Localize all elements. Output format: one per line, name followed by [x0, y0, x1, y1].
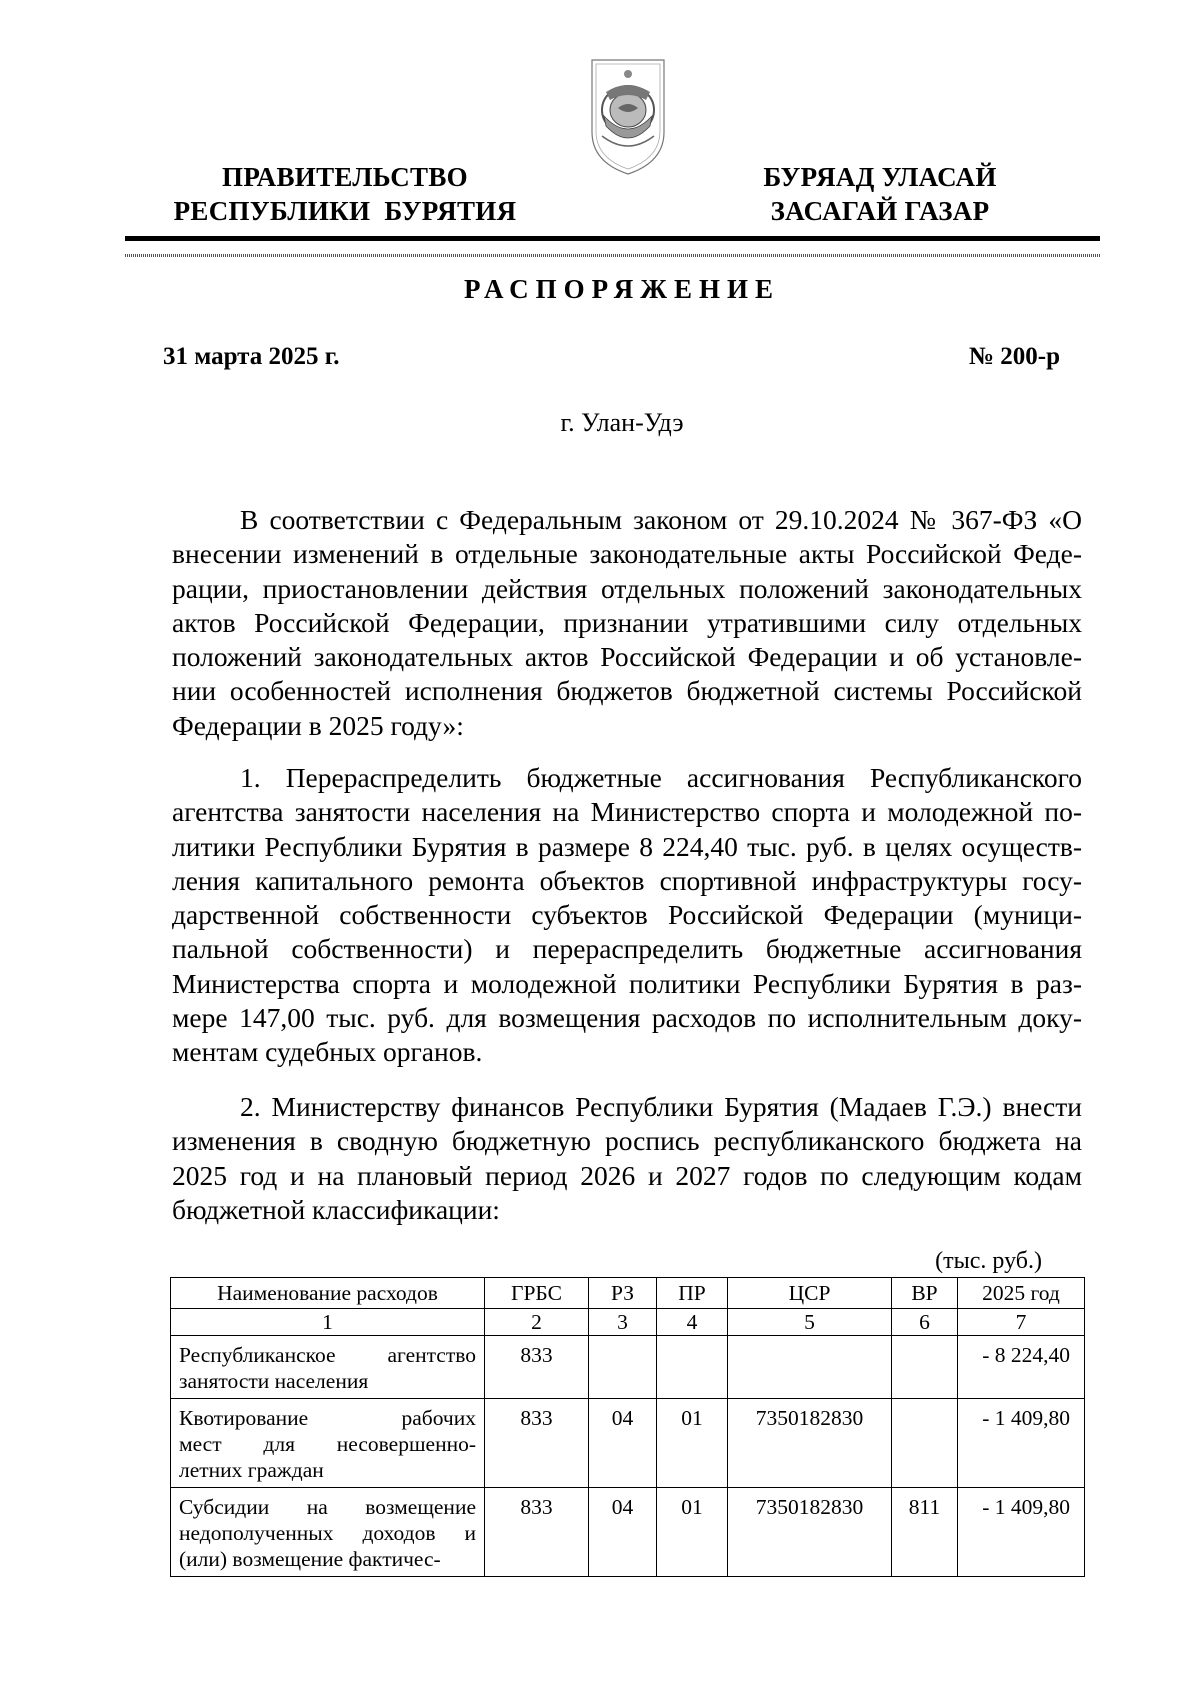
text-line: внесении изменений в отдельные законодательные акты Российской Феде-: [172, 538, 1082, 570]
table-row: [171, 1488, 1085, 1577]
table-header-row: [171, 1278, 1085, 1309]
text-line: ментам судебных органов.: [172, 1036, 483, 1068]
expense-name-cell: [171, 1336, 485, 1399]
government-name-buryat-line-2: ЗАСАГАЙ ГАЗАР: [770, 196, 990, 226]
vr-cell: [892, 1399, 958, 1488]
government-name-russian: [150, 160, 540, 228]
csr-cell: 7350182830: [728, 1399, 892, 1488]
column-number: 2: [485, 1309, 589, 1336]
amount-cell: - 8 224,40: [958, 1336, 1085, 1399]
text-line: (или) возмещение фактичес-: [179, 1547, 441, 1571]
grbs-cell: 833: [485, 1488, 589, 1577]
text-line: 1. Перераспределить бюджетные ассигнования Республиканского: [240, 762, 1082, 793]
pr-cell: 01: [657, 1488, 728, 1577]
text-line: актов Российской Федерации, признании утратившими силу отдельных: [172, 606, 1082, 638]
text-line: бюджетной классификации:: [172, 1193, 500, 1225]
column-number-row: [171, 1309, 1085, 1336]
amount-cell: - 1 409,80: [958, 1488, 1085, 1577]
pr-cell: 01: [657, 1399, 728, 1488]
item-2-paragraph: [172, 1090, 1082, 1227]
amount-cell: - 1 409,80: [958, 1399, 1085, 1488]
text-line: пальной собственности) и перераспределить бюджетные ассигнования: [172, 933, 1082, 965]
column-number: 3: [589, 1309, 657, 1336]
text-line: мест для несовершенно-: [179, 1432, 476, 1456]
document-title: РАСПОРЯЖЕНИЕ: [463, 274, 781, 304]
text-line: Квотирование рабочих: [179, 1406, 476, 1430]
document-number: № 200-р: [968, 343, 1060, 370]
text-line: недополученных доходов и: [179, 1521, 476, 1545]
government-name-buryat: [720, 160, 1040, 228]
intro-paragraph: [172, 503, 1082, 743]
text-line: Субсидии на возмещение: [179, 1495, 476, 1519]
csr-cell: [728, 1336, 892, 1399]
text-line: литики Республики Бурятия в размере 8 224,40 тыс. руб. в целях осуществ-: [172, 830, 1082, 862]
government-name-line-1: ПРАВИТЕЛЬСТВО: [222, 162, 468, 192]
header-divider-thin: [125, 254, 1100, 257]
expense-name-cell: [171, 1399, 485, 1488]
document-city: г. Улан-Удэ: [560, 408, 684, 437]
text-line: изменения в сводную бюджетную роспись республиканского бюджета на: [172, 1125, 1082, 1157]
column-number: 6: [892, 1309, 958, 1336]
text-line: В соответствии с Федеральным законом от 29.10.2024 № 367-ФЗ «О: [240, 504, 1082, 535]
government-name-line-2: РЕСПУБЛИКИ БУРЯТИЯ: [173, 196, 517, 226]
text-line: рации, приостановлении действия отдельных положений законодательных: [172, 572, 1082, 604]
text-line: 2025 год и на плановый период 2026 и 2027 годов по следующим кодам: [172, 1159, 1082, 1191]
column-number: 4: [657, 1309, 728, 1336]
rz-cell: 04: [589, 1488, 657, 1577]
column-number: 5: [728, 1309, 892, 1336]
column-header: ЦСР: [728, 1278, 892, 1309]
text-line: ления капитального ремонта объектов спортивной инфраструктуры госу-: [172, 864, 1082, 896]
expense-name-cell: [171, 1488, 485, 1577]
text-line: Министерства спорта и молодежной политики Республики Бурятия в раз-: [172, 967, 1082, 999]
government-name-buryat-line-1: БУРЯАД УЛАСАЙ: [763, 162, 997, 192]
text-line: дарственной собственности субъектов Российской Федерации (муници-: [172, 899, 1082, 931]
column-header: ВР: [892, 1278, 958, 1309]
table-row: [171, 1399, 1085, 1488]
vr-cell: [892, 1336, 958, 1399]
column-header: РЗ: [589, 1278, 657, 1309]
header-divider-thick: [125, 236, 1100, 241]
vr-cell: 811: [892, 1488, 958, 1577]
table-row: [171, 1336, 1085, 1399]
column-header: Наименование расходов: [171, 1278, 485, 1309]
text-line: нии особенностей исполнения бюджетов бюджетной системы Российской: [172, 675, 1082, 707]
column-number: 1: [171, 1309, 485, 1336]
text-line: положений законодательных актов Российской Федерации и об установле-: [172, 641, 1082, 673]
rz-cell: 04: [589, 1399, 657, 1488]
item-1-paragraph: [172, 761, 1082, 1070]
coat-of-arms-icon: [588, 52, 668, 178]
grbs-cell: 833: [485, 1399, 589, 1488]
budget-table: [170, 1277, 1085, 1577]
document-date: 31 марта 2025 г.: [163, 343, 340, 370]
text-line: агентства занятости населения на Министерство спорта и молодежной по-: [172, 796, 1082, 828]
rz-cell: [589, 1336, 657, 1399]
pr-cell: [657, 1336, 728, 1399]
text-line: занятости населения: [179, 1369, 369, 1393]
text-line: 2. Министерству финансов Республики Бурятия (Мадаев Г.Э.) внести: [240, 1091, 1082, 1122]
text-line: Федерации в 2025 году»:: [172, 709, 464, 741]
column-header: ПР: [657, 1278, 728, 1309]
column-header: 2025 год: [958, 1278, 1085, 1309]
text-line: мере 147,00 тыс. руб. для возмещения расходов по исполнительным доку-: [172, 1002, 1082, 1034]
column-header: ГРБС: [485, 1278, 589, 1309]
csr-cell: 7350182830: [728, 1488, 892, 1577]
text-line: Республиканское агентство: [179, 1343, 476, 1367]
table-unit-label: (тыс. руб.): [935, 1248, 1042, 1274]
text-line: летних граждан: [179, 1458, 324, 1482]
column-number: 7: [958, 1309, 1085, 1336]
grbs-cell: 833: [485, 1336, 589, 1399]
